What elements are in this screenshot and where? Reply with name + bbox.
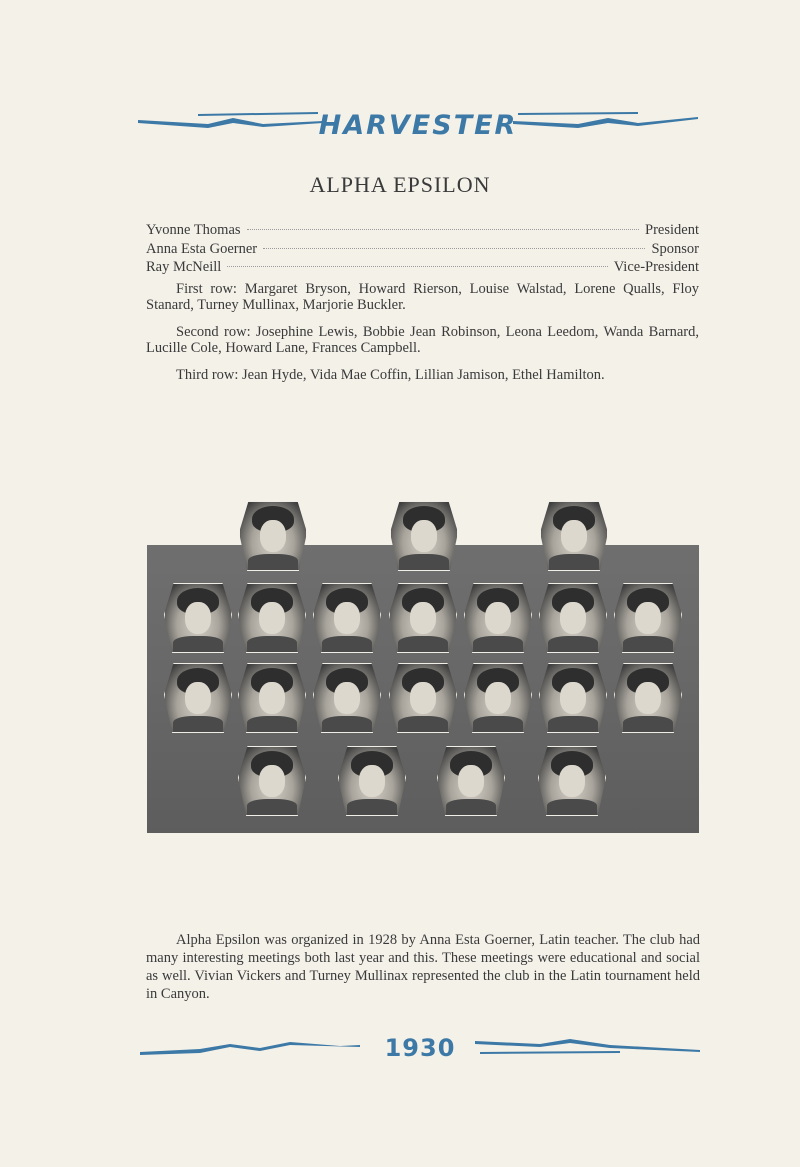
member-portrait xyxy=(614,583,682,653)
portrait-face xyxy=(259,602,285,634)
officer-role: Vice-President xyxy=(613,259,699,275)
officer-name: Yvonne Thomas xyxy=(146,222,241,238)
portrait-collar xyxy=(247,636,297,652)
portrait-collar xyxy=(347,799,397,815)
portrait-face xyxy=(260,520,286,552)
portrait-face xyxy=(485,682,511,714)
page-title: ALPHA EPSILON xyxy=(309,172,491,197)
portrait-face xyxy=(334,602,360,634)
portrait-collar xyxy=(548,636,598,652)
portrait-face xyxy=(561,520,587,552)
portrait-collar xyxy=(547,799,597,815)
portrait-face xyxy=(185,682,211,714)
member-portrait xyxy=(164,583,232,653)
leader-dots xyxy=(247,229,639,230)
portrait-face xyxy=(635,602,661,634)
row-caption: Third row: Jean Hyde, Vida Mae Coffin, Lillian Jamison, Ethel Hamilton. xyxy=(176,367,605,383)
portrait-collar xyxy=(322,636,372,652)
portrait-collar xyxy=(398,636,448,652)
portrait-face xyxy=(259,682,285,714)
leader-dots xyxy=(263,248,645,249)
portrait-collar xyxy=(399,554,449,570)
portrait-collar xyxy=(398,716,448,732)
member-portrait xyxy=(437,746,505,816)
officer-row xyxy=(146,222,699,241)
portrait-collar xyxy=(473,716,523,732)
portrait-collar xyxy=(446,799,496,815)
club-description xyxy=(146,931,700,1003)
member-portrait xyxy=(238,663,306,733)
portrait-face xyxy=(485,602,511,634)
officer-role: Sponsor xyxy=(651,240,699,257)
leader-dots xyxy=(227,266,607,267)
portrait-face xyxy=(635,682,661,714)
member-portrait xyxy=(313,663,381,733)
member-portrait xyxy=(389,583,457,653)
portrait-collar xyxy=(548,716,598,732)
portrait-collar xyxy=(473,636,523,652)
portrait-face xyxy=(458,765,484,797)
portrait-face xyxy=(560,602,586,634)
member-portrait xyxy=(464,663,532,733)
portrait-face xyxy=(359,765,385,797)
portrait-collar xyxy=(248,554,298,570)
portrait-collar xyxy=(173,636,223,652)
officer-row xyxy=(146,241,699,260)
yearbook-header xyxy=(138,108,698,148)
portrait-face xyxy=(560,682,586,714)
portrait-face xyxy=(185,602,211,634)
member-portrait xyxy=(238,583,306,653)
portrait-collar xyxy=(173,716,223,732)
portrait-face xyxy=(411,520,437,552)
portrait-collar xyxy=(623,716,673,732)
portrait-face xyxy=(259,765,285,797)
member-portrait xyxy=(238,746,306,816)
member-portrait xyxy=(338,746,406,816)
portrait-collar xyxy=(247,716,297,732)
yearbook-footer xyxy=(140,1032,700,1062)
member-portrait xyxy=(539,663,607,733)
portrait-collar xyxy=(247,799,297,815)
member-rows xyxy=(146,282,699,396)
member-portrait xyxy=(390,501,458,571)
member-portrait xyxy=(539,583,607,653)
row-caption: Second row: Josephine Lewis, Bobbie Jean Robinson, Leona Leedom, Wanda Barnard, Lucille Cole, Howard Lane, Frances Campbell. xyxy=(146,324,699,356)
footer-year: 1930 xyxy=(384,1034,456,1062)
member-portrait xyxy=(164,663,232,733)
portrait-face xyxy=(334,682,360,714)
description-paragraph: Alpha Epsilon was organized in 1928 by Anna Esta Goerner, Latin teacher. The club had many interesting meetings both last year and this. These meetings were educational and social as well. Vivian Vickers and Turney Mullinax represented the club in the Latin tournament held in Canyon. xyxy=(146,932,700,1002)
member-portrait xyxy=(389,663,457,733)
member-portrait xyxy=(538,746,606,816)
member-portrait xyxy=(313,583,381,653)
member-portrait xyxy=(540,501,608,571)
member-portrait xyxy=(464,583,532,653)
portrait-collar xyxy=(322,716,372,732)
header-title: HARVESTER xyxy=(318,110,518,141)
officer-role: President xyxy=(645,222,699,238)
portrait-collar xyxy=(549,554,599,570)
officer-name: Anna Esta Goerner xyxy=(146,240,258,257)
officer-name: Ray McNeill xyxy=(146,259,222,275)
portrait-face xyxy=(559,765,585,797)
member-portrait xyxy=(239,501,307,571)
member-portrait xyxy=(614,663,682,733)
portrait-collar xyxy=(623,636,673,652)
portrait-face xyxy=(410,602,436,634)
portrait-face xyxy=(410,682,436,714)
row-caption: First row: Margaret Bryson, Howard Rierson, Louise Walstad, Lorene Qualls, Floy Stanard, Turney Mullinax, Marjorie Buckler. xyxy=(146,281,699,313)
officer-row xyxy=(146,259,699,278)
officers-list xyxy=(146,222,699,278)
